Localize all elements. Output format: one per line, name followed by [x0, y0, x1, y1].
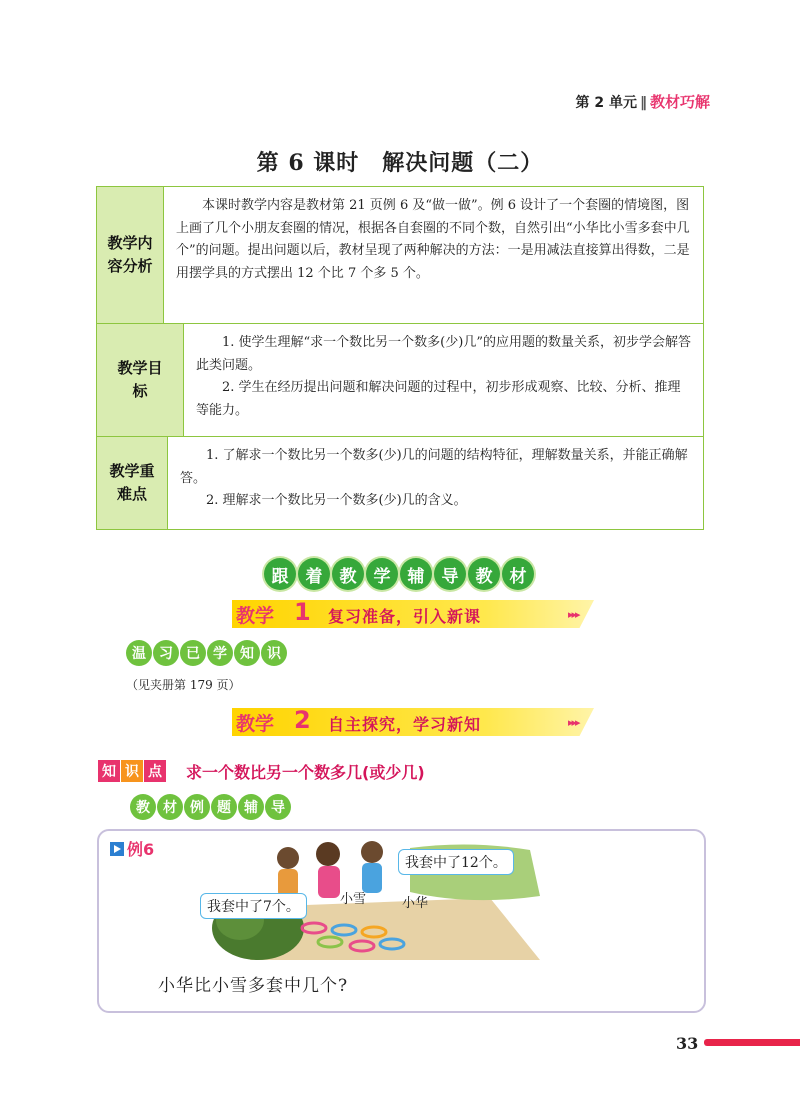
badge-char: 点 [144, 760, 166, 782]
review-heading [126, 640, 288, 666]
row-label-content-analysis: 教学内容分析 [97, 187, 164, 323]
step-2-bar [232, 708, 594, 736]
review-char: 识 [261, 640, 287, 666]
example-label [110, 837, 154, 860]
example-label-text: 例6 [127, 840, 155, 859]
table-row-key-points [97, 436, 703, 529]
speech-bubble-xiaohua: 我套中了12个。 [398, 849, 514, 875]
triple-chevron-icon: ▸▸▸ [568, 608, 579, 621]
example-question: 小华比小雪多套中几个? [158, 976, 349, 996]
review-char: 学 [207, 640, 233, 666]
page-number: 33 [676, 1034, 699, 1053]
banner-char: 着 [298, 558, 330, 590]
step-2-number: 2 [294, 706, 311, 734]
content-analysis-text: 本课时教学内容是教材第 21 页例 6 及“做一做”。例 6 设计了一个套圈的情境图，图上画了几个小朋友套圈的情况，根据各自套圈的不同个数，自然引出“小华比小雪多套中几个”的问题。提出问题以后，教材呈现了两种解决的方法：一是用减法直接算出得数，二是用摆学具的方式摆出 12 个比 7 个多 5 个。 [176, 198, 690, 281]
step-1-bar [232, 600, 594, 628]
banner-char: 跟 [264, 558, 296, 590]
knowledge-point-title: 求一个数比另一个数多几(或少几) [186, 763, 425, 782]
unit-label: 第 2 单元 [575, 95, 637, 111]
step-1-number: 1 [294, 598, 311, 626]
section-banner [264, 558, 536, 590]
key-point-2-text: 2. 理解求一个数比另一个数多(少)几的含义。 [206, 493, 467, 508]
badge-char: 识 [121, 760, 143, 782]
review-char: 知 [234, 640, 260, 666]
guide-char: 题 [211, 794, 237, 820]
guide-char: 教 [130, 794, 156, 820]
banner-char: 教 [332, 558, 364, 590]
badge-char: 知 [98, 760, 120, 782]
section-label: 教材巧解 [649, 93, 710, 111]
review-char: 习 [153, 640, 179, 666]
step-1-label: 教学 [236, 605, 275, 627]
step-2-title: 自主探究，学习新知 [328, 715, 482, 734]
guide-char: 辅 [238, 794, 264, 820]
example-guide-heading [130, 794, 292, 820]
goal-2-text: 2. 学生在经历提出问题和解决问题的过程中，初步形成观察、比较、分析、推理等能力。 [196, 380, 681, 418]
review-char: 温 [126, 640, 152, 666]
footer-accent-bar [704, 1039, 800, 1046]
key-point-1-text: 1. 了解求一个数比另一个数多(少)几的问题的结构特征，理解数量关系，并能正确解答。 [180, 448, 688, 486]
step-2-label: 教学 [236, 713, 275, 735]
row-body-key-points [168, 437, 703, 529]
review-reference: （见夹册第 179 页） [126, 678, 241, 692]
row-label-goals: 教学目标 [97, 324, 184, 436]
unit-header [575, 91, 710, 112]
triple-chevron-icon: ▸▸▸ [568, 716, 579, 729]
banner-char: 材 [502, 558, 534, 590]
banner-char: 导 [434, 558, 466, 590]
row-body-content-analysis [164, 187, 703, 323]
speech-bubble-xiaoxue: 我套中了7个。 [200, 893, 307, 919]
guide-char: 导 [265, 794, 291, 820]
step-1-title: 复习准备，引入新课 [328, 607, 482, 626]
lesson-info-table [96, 186, 704, 530]
play-triangle-icon [110, 842, 124, 856]
banner-char: 教 [468, 558, 500, 590]
banner-char: 辅 [400, 558, 432, 590]
guide-char: 例 [184, 794, 210, 820]
knowledge-point-badge [98, 760, 167, 782]
banner-char: 学 [366, 558, 398, 590]
review-char: 已 [180, 640, 206, 666]
table-row-content-analysis [97, 187, 703, 323]
row-label-key-points: 教学重难点 [97, 437, 168, 529]
name-label-xiaoxue: 小雪 [340, 892, 367, 907]
header-separator: ‖ [639, 95, 647, 111]
name-label-xiaohua: 小华 [402, 896, 429, 911]
lesson-title: 第 6 课时 解决问题（二） [256, 150, 544, 176]
row-body-goals [184, 324, 703, 436]
table-row-goals [97, 323, 703, 436]
guide-char: 材 [157, 794, 183, 820]
goal-1-text: 1. 使学生理解“求一个数比另一个数多(少)几”的应用题的数量关系，初步学会解答此类问题。 [196, 335, 691, 373]
